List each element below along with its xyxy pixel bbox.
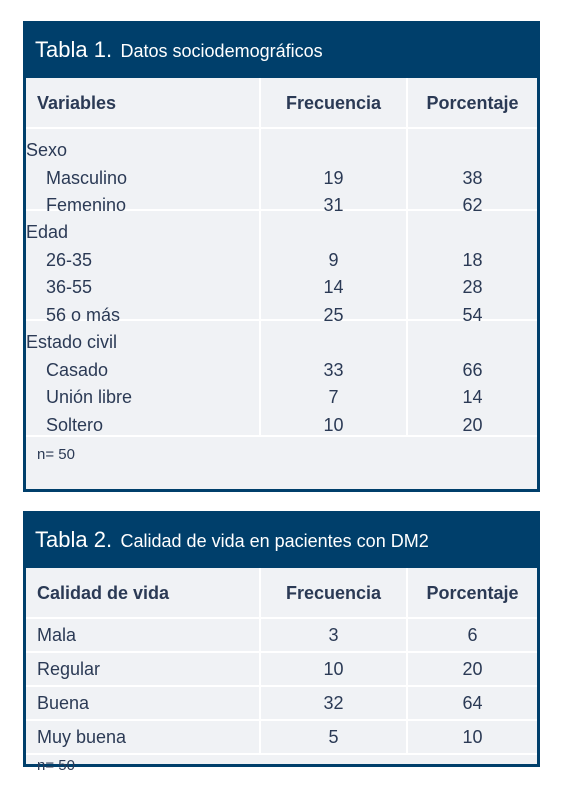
table-2-header-row xyxy=(26,568,537,619)
freq-cell: 7 xyxy=(328,387,339,407)
table-row xyxy=(26,619,537,653)
freq-cell: 31 xyxy=(323,195,344,215)
pct-cell: 6 xyxy=(406,618,537,652)
freq-cell: 10 xyxy=(323,414,344,435)
freq-cell: 9 xyxy=(328,249,339,270)
row-label: 26-35 xyxy=(46,249,93,270)
group-estado-civil xyxy=(26,321,537,437)
row-label: Regular xyxy=(37,659,101,679)
table-1-number: Tabla 1. xyxy=(35,37,113,62)
freq-cell: 5 xyxy=(259,720,406,754)
table-2-footnote: n= 50 xyxy=(26,755,537,782)
freq-cell: 25 xyxy=(323,304,344,325)
table-row xyxy=(26,687,537,721)
table-row xyxy=(26,653,537,687)
pct-cell: 62 xyxy=(462,195,483,215)
freq-cell: 3 xyxy=(259,618,406,652)
group-sexo xyxy=(26,129,537,215)
freq-cell: 32 xyxy=(259,686,406,720)
header-frecuencia: Frecuencia xyxy=(259,568,406,618)
pct-cell: 66 xyxy=(462,359,483,380)
freq-cell: 14 xyxy=(323,277,344,297)
header-variables: Variables xyxy=(37,92,117,113)
table-2-title xyxy=(26,514,537,568)
pct-cell: 38 xyxy=(462,167,483,188)
group-label: Sexo xyxy=(26,140,68,160)
pct-cell: 18 xyxy=(462,249,483,270)
freq-cell: 10 xyxy=(259,652,406,686)
table-1 xyxy=(23,21,540,492)
row-label: Femenino xyxy=(46,195,127,215)
row-label: Soltero xyxy=(46,414,104,435)
row-label: Casado xyxy=(46,359,109,380)
pct-cell: 10 xyxy=(406,720,537,754)
row-label: 56 o más xyxy=(46,304,121,325)
table-1-footnote: n= 50 xyxy=(37,446,75,463)
pct-cell: 20 xyxy=(462,414,483,435)
pct-cell: 20 xyxy=(406,652,537,686)
table-2-number: Tabla 2. xyxy=(35,527,113,552)
table-1-header-row xyxy=(26,78,537,129)
header-porcentaje: Porcentaje xyxy=(406,78,537,128)
pct-cell: 14 xyxy=(462,387,483,407)
freq-cell: 33 xyxy=(323,359,344,380)
row-label: Buena xyxy=(37,693,90,713)
pct-cell: 28 xyxy=(462,277,483,297)
table-row xyxy=(26,721,537,755)
table-2-caption: Calidad de vida en pacientes con DM2 xyxy=(120,531,429,551)
group-label: Estado civil xyxy=(26,332,118,352)
group-edad xyxy=(26,211,537,325)
row-label: Mala xyxy=(37,625,77,645)
table-1-caption: Datos sociodemográficos xyxy=(120,41,323,61)
table-1-title xyxy=(26,24,537,78)
freq-cell: 19 xyxy=(323,167,344,188)
row-label: Muy buena xyxy=(37,727,127,747)
row-label: Masculino xyxy=(46,167,128,188)
row-label: Unión libre xyxy=(46,387,133,407)
header-frecuencia: Frecuencia xyxy=(259,78,406,128)
pct-cell: 64 xyxy=(406,686,537,720)
pct-cell: 54 xyxy=(462,304,483,325)
header-calidad-de-vida: Calidad de vida xyxy=(37,582,170,603)
row-label: 36-55 xyxy=(46,277,93,297)
table-2 xyxy=(23,511,540,774)
group-label: Edad xyxy=(26,222,69,242)
header-porcentaje: Porcentaje xyxy=(406,568,537,618)
